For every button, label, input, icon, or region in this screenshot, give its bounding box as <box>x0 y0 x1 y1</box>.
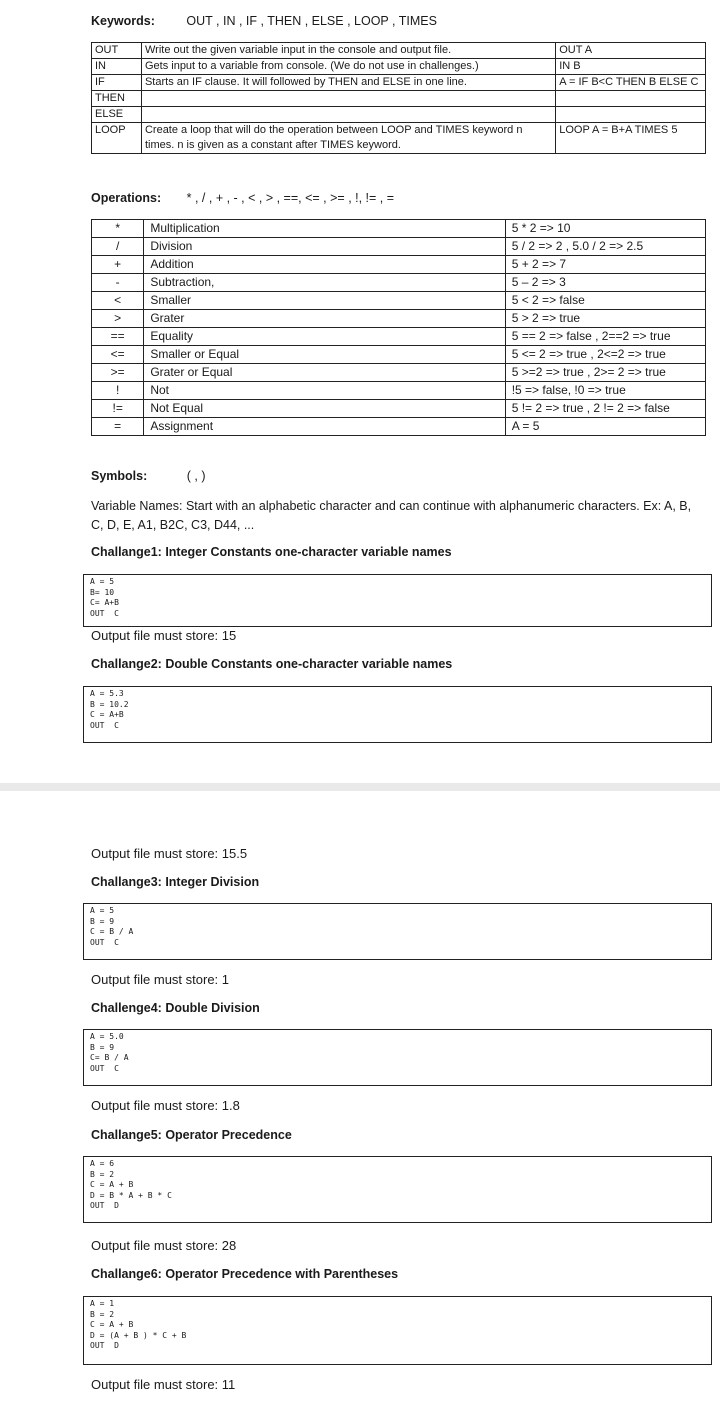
code-line: A = 5 <box>90 577 115 586</box>
keyword-cell: OUT <box>92 43 142 59</box>
operator-name-cell: Equality <box>144 328 505 346</box>
table-row <box>92 346 706 364</box>
challenge5-title: Challange5: Operator Precedence <box>91 1128 292 1142</box>
table-row <box>92 75 706 91</box>
example-cell: 5 / 2 => 2 , 5.0 / 2 => 2.5 <box>505 238 705 256</box>
description-cell <box>141 107 555 123</box>
code-line: B= 10 <box>90 587 115 597</box>
code-line: C = A+B <box>90 710 124 720</box>
table-row <box>92 59 706 75</box>
description-cell: Starts an IF clause. It will followed by THEN and ELSE in one line. <box>141 75 555 91</box>
example-cell <box>556 91 706 107</box>
example-cell: 5 – 2 => 3 <box>505 274 705 292</box>
operations-table <box>91 219 706 436</box>
table-row <box>92 91 706 107</box>
operator-cell: >= <box>92 364 144 382</box>
operations-label: Operations: <box>91 191 162 205</box>
example-cell: !5 => false, !0 => true <box>505 382 705 400</box>
keyword-cell: LOOP <box>92 123 142 154</box>
operator-cell: <= <box>92 346 144 364</box>
table-row <box>92 382 706 400</box>
example-cell: 5 < 2 => false <box>505 292 705 310</box>
code-line: A = 6 <box>90 1159 115 1168</box>
code-line: B = 9 <box>90 1042 115 1052</box>
keyword-cell: ELSE <box>92 107 142 123</box>
operator-name-cell: Addition <box>144 256 505 274</box>
example-cell: IN B <box>556 59 706 75</box>
operator-cell: > <box>92 310 144 328</box>
document-page-2 <box>0 791 720 1401</box>
description-cell <box>141 91 555 107</box>
code-line: A = 5.3 <box>90 689 124 698</box>
code-line: OUT C <box>90 937 119 947</box>
code-line: OUT D <box>90 1341 119 1351</box>
table-row <box>92 220 706 238</box>
example-cell: 5 <= 2 => true , 2<=2 => true <box>505 346 705 364</box>
example-cell: OUT A <box>556 43 706 59</box>
table-row <box>92 400 706 418</box>
code-line: B = 2 <box>90 1169 115 1179</box>
operator-cell: / <box>92 238 144 256</box>
operator-name-cell: Smaller or Equal <box>144 346 505 364</box>
operator-name-cell: Smaller <box>144 292 505 310</box>
table-row <box>92 107 706 123</box>
challenge5-code-box <box>83 1156 712 1223</box>
description-cell: Write out the given variable input in the console and output file. <box>141 43 555 59</box>
operator-cell: != <box>92 400 144 418</box>
code-line: B = 10.2 <box>90 699 129 709</box>
operator-cell: < <box>92 292 144 310</box>
page-break <box>0 783 720 791</box>
example-cell <box>556 107 706 123</box>
example-cell: 5 == 2 => false , 2==2 => true <box>505 328 705 346</box>
example-cell: A = 5 <box>505 418 705 436</box>
description-cell: Gets input to a variable from console. (We do not use in challenges.) <box>141 59 555 75</box>
keyword-cell: IN <box>92 59 142 75</box>
keyword-cell: IF <box>92 75 142 91</box>
operator-cell: == <box>92 328 144 346</box>
operator-cell: = <box>92 418 144 436</box>
challenge3-output: Output file must store: 1 <box>91 972 230 987</box>
code-line: A = 5.0 <box>90 1032 124 1041</box>
example-cell: 5 * 2 => 10 <box>505 220 705 238</box>
challenge4-title: Challenge4: Double Division <box>91 1001 260 1015</box>
code-line: C = A + B <box>90 1320 134 1330</box>
code-line: OUT D <box>90 1201 119 1211</box>
operator-name-cell: Subtraction, <box>144 274 505 292</box>
example-cell: 5 != 2 => true , 2 != 2 => false <box>505 400 705 418</box>
symbols-value: ( , ) <box>186 469 206 483</box>
challenge2-title: Challange2: Double Constants one-character variable names <box>91 657 453 671</box>
code-line: B = 9 <box>90 916 115 926</box>
operator-cell: * <box>92 220 144 238</box>
table-row <box>92 310 706 328</box>
challenge4-output: Output file must store: 1.8 <box>91 1098 240 1113</box>
table-row <box>92 274 706 292</box>
operator-name-cell: Not Equal <box>144 400 505 418</box>
symbols-heading <box>91 469 206 483</box>
code-line: D = B * A + B * C <box>90 1190 172 1200</box>
challenge6-title: Challange6: Operator Precedence with Parentheses <box>91 1267 399 1281</box>
table-row <box>92 238 706 256</box>
code-line: C = B / A <box>90 927 134 937</box>
description-cell: Create a loop that will do the operation between LOOP and TIMES keyword n times. n is given as a constant after TIMES keyword. <box>141 123 555 154</box>
challenge3-title: Challange3: Integer Division <box>91 875 260 889</box>
table-row <box>92 364 706 382</box>
operator-name-cell: Grater or Equal <box>144 364 505 382</box>
challenge4-code-box <box>83 1029 712 1086</box>
challenge1-code-box <box>83 574 712 627</box>
code-line: C= B / A <box>90 1053 129 1063</box>
operator-cell: ! <box>92 382 144 400</box>
operator-name-cell: Division <box>144 238 505 256</box>
code-line: C = A + B <box>90 1180 134 1190</box>
symbols-label: Symbols: <box>91 469 148 483</box>
example-cell: 5 >=2 => true , 2>= 2 => true <box>505 364 705 382</box>
challenge6-output: Output file must store: 11 <box>91 1377 236 1392</box>
challenge2-output: Output file must store: 15.5 <box>91 846 248 861</box>
challenge6-code-box <box>83 1296 712 1365</box>
code-line: A = 1 <box>90 1299 115 1308</box>
table-row <box>92 43 706 59</box>
keywords-heading <box>91 14 437 28</box>
code-line: B = 2 <box>90 1309 115 1319</box>
keywords-table <box>91 42 706 154</box>
code-line: OUT C <box>90 720 119 730</box>
operator-name-cell: Multiplication <box>144 220 505 238</box>
code-line: OUT C <box>90 1063 119 1073</box>
challenge2-code-box <box>83 686 712 743</box>
keyword-cell: THEN <box>92 91 142 107</box>
operations-list: * , / , + , - , < , > , ==, <= , >= , !, != , = <box>186 191 395 205</box>
operator-name-cell: Not <box>144 382 505 400</box>
example-cell: 5 > 2 => true <box>505 310 705 328</box>
operator-name-cell: Grater <box>144 310 505 328</box>
example-cell: 5 + 2 => 7 <box>505 256 705 274</box>
table-row <box>92 123 706 154</box>
challenge1-output: Output file must store: 15 <box>91 628 237 643</box>
code-line: A = 5 <box>90 906 115 915</box>
code-line: C= A+B <box>90 598 119 608</box>
table-row <box>92 328 706 346</box>
operator-cell: + <box>92 256 144 274</box>
keywords-label: Keywords: <box>91 14 155 28</box>
challenge5-output: Output file must store: 28 <box>91 1238 237 1253</box>
table-row <box>92 418 706 436</box>
challenge3-code-box <box>83 903 712 960</box>
code-line: D = (A + B ) * C + B <box>90 1330 187 1340</box>
keywords-list: OUT , IN , IF , THEN , ELSE , LOOP , TIMES <box>186 14 437 28</box>
example-cell: A = IF B<C THEN B ELSE C <box>556 75 706 91</box>
example-cell: LOOP A = B+A TIMES 5 <box>556 123 706 154</box>
code-line: OUT C <box>90 608 119 618</box>
table-row <box>92 256 706 274</box>
table-row <box>92 292 706 310</box>
operator-name-cell: Assignment <box>144 418 505 436</box>
operations-heading <box>91 191 394 205</box>
operator-cell: - <box>92 274 144 292</box>
variable-names-text: Variable Names: Start with an alphabetic character and can continue with alphanumeric characters. Ex: A, B, C, D, E, A1, B2C, C3, D44, ... <box>91 499 692 532</box>
challenge1-title: Challange1: Integer Constants one-character variable names <box>91 545 452 559</box>
